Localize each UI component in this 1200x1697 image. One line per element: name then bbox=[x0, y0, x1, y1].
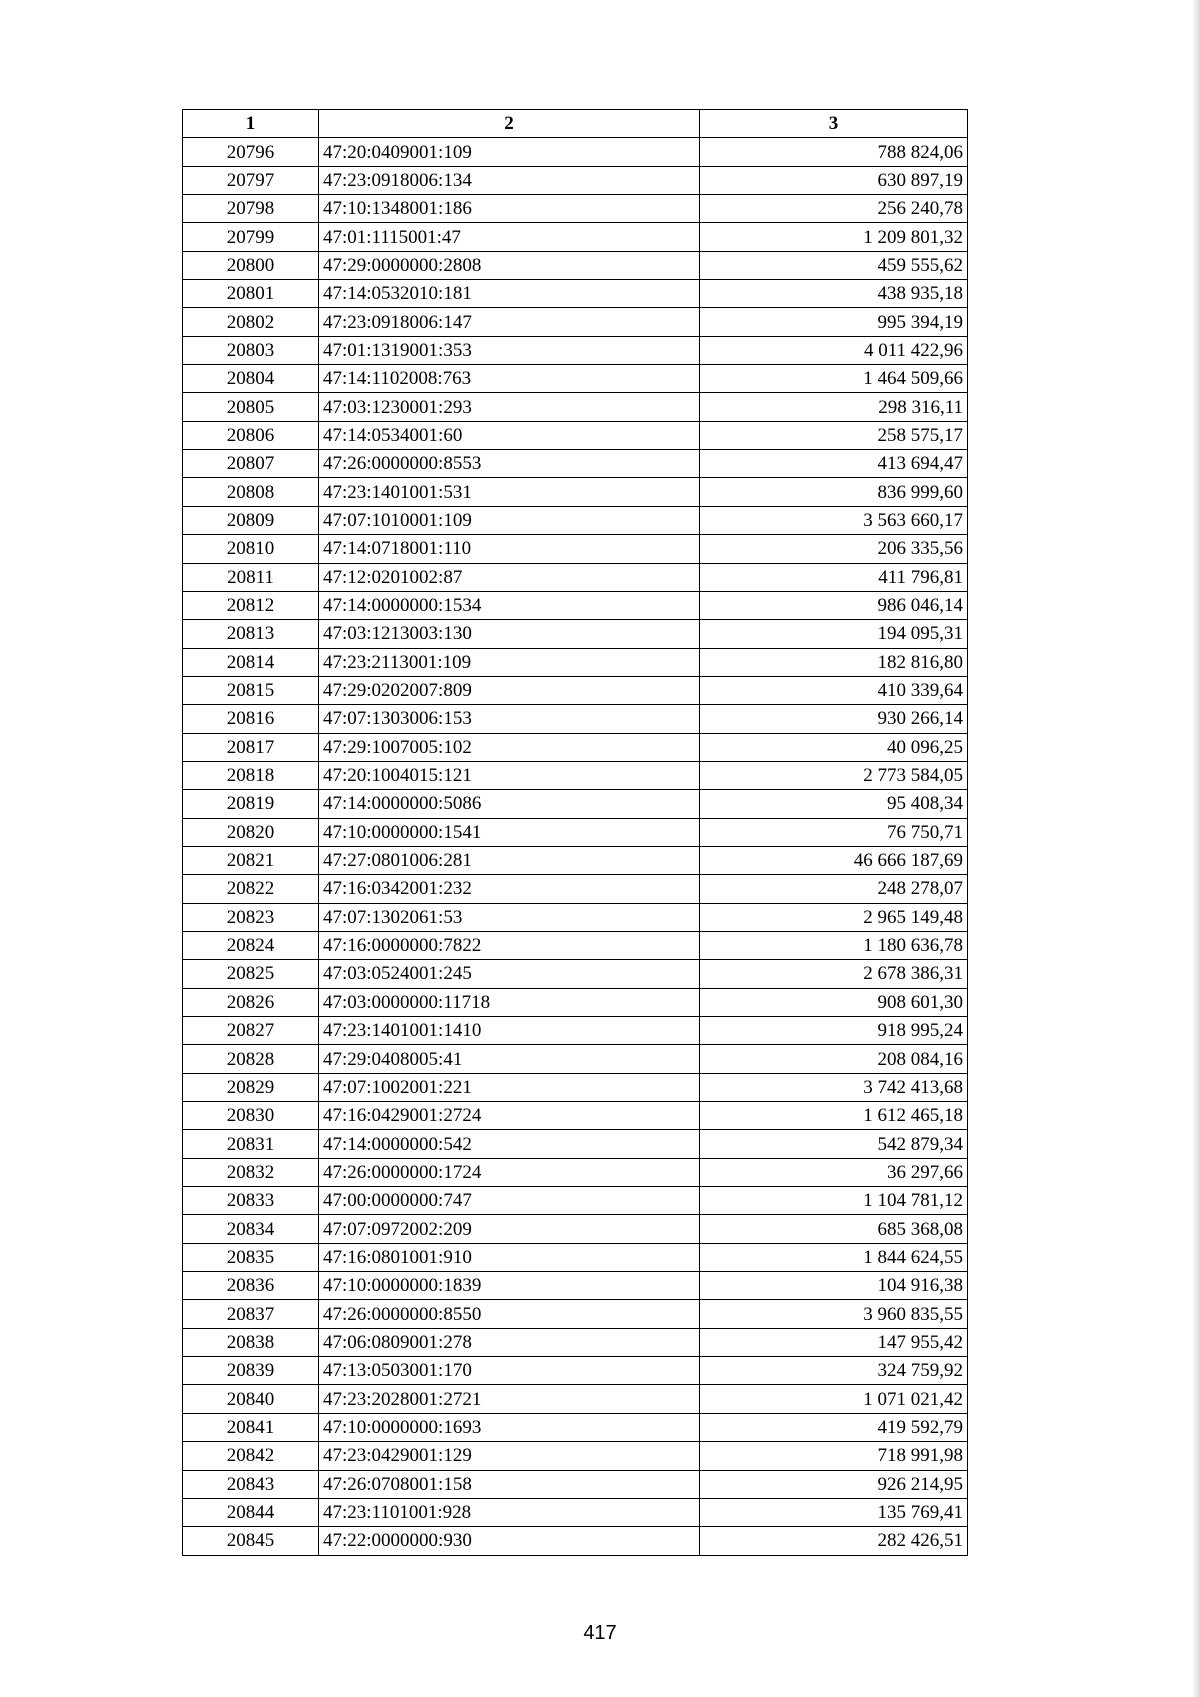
table-row bbox=[183, 450, 968, 478]
column-header-3: 3 bbox=[700, 110, 968, 138]
value-cell: 918 995,24 bbox=[700, 1017, 968, 1045]
table-row bbox=[183, 1187, 968, 1215]
value-cell: 788 824,06 bbox=[700, 138, 968, 166]
value-cell: 2 965 149,48 bbox=[700, 903, 968, 931]
cadastral-number: 47:26:0000000:8553 bbox=[319, 450, 700, 478]
cadastral-number: 47:03:1213003:130 bbox=[319, 620, 700, 648]
value-cell: 182 816,80 bbox=[700, 648, 968, 676]
cadastral-number: 47:14:1102008:763 bbox=[319, 365, 700, 393]
value-cell: 2 678 386,31 bbox=[700, 960, 968, 988]
table-header bbox=[183, 110, 968, 138]
table-row bbox=[183, 421, 968, 449]
row-number: 20836 bbox=[183, 1272, 319, 1300]
table-row bbox=[183, 875, 968, 903]
value-cell: 1 104 781,12 bbox=[700, 1187, 968, 1215]
cadastral-number: 47:14:0532010:181 bbox=[319, 280, 700, 308]
cadastral-number: 47:23:0918006:147 bbox=[319, 308, 700, 336]
value-cell: 4 011 422,96 bbox=[700, 336, 968, 364]
cadastral-number: 47:10:1348001:186 bbox=[319, 195, 700, 223]
cadastral-number: 47:22:0000000:930 bbox=[319, 1527, 700, 1555]
row-number: 20796 bbox=[183, 138, 319, 166]
cadastral-number: 47:27:0801006:281 bbox=[319, 846, 700, 874]
row-number: 20819 bbox=[183, 790, 319, 818]
row-number: 20830 bbox=[183, 1102, 319, 1130]
cadastral-number: 47:16:0429001:2724 bbox=[319, 1102, 700, 1130]
row-number: 20827 bbox=[183, 1017, 319, 1045]
row-number: 20844 bbox=[183, 1498, 319, 1526]
table-row bbox=[183, 1413, 968, 1441]
cadastral-number: 47:23:2028001:2721 bbox=[319, 1385, 700, 1413]
row-number: 20835 bbox=[183, 1243, 319, 1271]
table-row bbox=[183, 1102, 968, 1130]
row-number: 20840 bbox=[183, 1385, 319, 1413]
cadastral-number: 47:23:2113001:109 bbox=[319, 648, 700, 676]
row-number: 20809 bbox=[183, 506, 319, 534]
row-number: 20811 bbox=[183, 563, 319, 591]
row-number: 20842 bbox=[183, 1442, 319, 1470]
value-cell: 208 084,16 bbox=[700, 1045, 968, 1073]
row-number: 20801 bbox=[183, 280, 319, 308]
row-number: 20804 bbox=[183, 365, 319, 393]
value-cell: 248 278,07 bbox=[700, 875, 968, 903]
table-row bbox=[183, 620, 968, 648]
row-number: 20845 bbox=[183, 1527, 319, 1555]
data-table bbox=[182, 109, 968, 1556]
value-cell: 3 742 413,68 bbox=[700, 1073, 968, 1101]
table-row bbox=[183, 676, 968, 704]
cadastral-number: 47:29:0408005:41 bbox=[319, 1045, 700, 1073]
row-number: 20817 bbox=[183, 733, 319, 761]
cadastral-number: 47:16:0801001:910 bbox=[319, 1243, 700, 1271]
value-cell: 282 426,51 bbox=[700, 1527, 968, 1555]
value-cell: 258 575,17 bbox=[700, 421, 968, 449]
cadastral-number: 47:00:0000000:747 bbox=[319, 1187, 700, 1215]
row-number: 20807 bbox=[183, 450, 319, 478]
row-number: 20825 bbox=[183, 960, 319, 988]
row-number: 20800 bbox=[183, 251, 319, 279]
table-row bbox=[183, 506, 968, 534]
cadastral-number: 47:29:0000000:2808 bbox=[319, 251, 700, 279]
value-cell: 630 897,19 bbox=[700, 166, 968, 194]
table-row bbox=[183, 1045, 968, 1073]
table-body bbox=[183, 138, 968, 1555]
row-number: 20814 bbox=[183, 648, 319, 676]
table-row bbox=[183, 1243, 968, 1271]
table-row bbox=[183, 138, 968, 166]
cadastral-number: 47:26:0000000:1724 bbox=[319, 1158, 700, 1186]
table-row bbox=[183, 790, 968, 818]
row-number: 20838 bbox=[183, 1328, 319, 1356]
table-row bbox=[183, 705, 968, 733]
value-cell: 1 612 465,18 bbox=[700, 1102, 968, 1130]
table-row bbox=[183, 733, 968, 761]
value-cell: 908 601,30 bbox=[700, 988, 968, 1016]
cadastral-number: 47:23:1401001:531 bbox=[319, 478, 700, 506]
table-row bbox=[183, 903, 968, 931]
row-number: 20812 bbox=[183, 591, 319, 619]
row-number: 20821 bbox=[183, 846, 319, 874]
table-row bbox=[183, 1385, 968, 1413]
cadastral-number: 47:23:1101001:928 bbox=[319, 1498, 700, 1526]
row-number: 20828 bbox=[183, 1045, 319, 1073]
value-cell: 3 960 835,55 bbox=[700, 1300, 968, 1328]
table-row bbox=[183, 1357, 968, 1385]
row-number: 20823 bbox=[183, 903, 319, 931]
column-header-1: 1 bbox=[183, 110, 319, 138]
cadastral-number: 47:03:1230001:293 bbox=[319, 393, 700, 421]
table-row bbox=[183, 931, 968, 959]
cadastral-number: 47:23:0918006:134 bbox=[319, 166, 700, 194]
value-cell: 324 759,92 bbox=[700, 1357, 968, 1385]
value-cell: 836 999,60 bbox=[700, 478, 968, 506]
cadastral-number: 47:12:0201002:87 bbox=[319, 563, 700, 591]
cadastral-number: 47:07:1010001:109 bbox=[319, 506, 700, 534]
cadastral-number: 47:07:1302061:53 bbox=[319, 903, 700, 931]
row-number: 20802 bbox=[183, 308, 319, 336]
value-cell: 986 046,14 bbox=[700, 591, 968, 619]
row-number: 20803 bbox=[183, 336, 319, 364]
cadastral-number: 47:23:0429001:129 bbox=[319, 1442, 700, 1470]
table-row bbox=[183, 393, 968, 421]
row-number: 20815 bbox=[183, 676, 319, 704]
cadastral-number: 47:14:0718001:110 bbox=[319, 535, 700, 563]
table-row bbox=[183, 280, 968, 308]
row-number: 20841 bbox=[183, 1413, 319, 1441]
value-cell: 419 592,79 bbox=[700, 1413, 968, 1441]
table-row bbox=[183, 365, 968, 393]
row-number: 20833 bbox=[183, 1187, 319, 1215]
cadastral-number: 47:07:1002001:221 bbox=[319, 1073, 700, 1101]
table-row bbox=[183, 251, 968, 279]
value-cell: 411 796,81 bbox=[700, 563, 968, 591]
value-cell: 438 935,18 bbox=[700, 280, 968, 308]
row-number: 20816 bbox=[183, 705, 319, 733]
row-number: 20799 bbox=[183, 223, 319, 251]
value-cell: 104 916,38 bbox=[700, 1272, 968, 1300]
table-row bbox=[183, 1215, 968, 1243]
table-row bbox=[183, 223, 968, 251]
table-row bbox=[183, 960, 968, 988]
cadastral-number: 47:03:0000000:11718 bbox=[319, 988, 700, 1016]
cadastral-number: 47:29:1007005:102 bbox=[319, 733, 700, 761]
table-row bbox=[183, 648, 968, 676]
row-number: 20798 bbox=[183, 195, 319, 223]
cadastral-number: 47:10:0000000:1839 bbox=[319, 1272, 700, 1300]
cadastral-number: 47:29:0202007:809 bbox=[319, 676, 700, 704]
table-row bbox=[183, 1442, 968, 1470]
table-row bbox=[183, 1300, 968, 1328]
row-number: 20839 bbox=[183, 1357, 319, 1385]
cadastral-number: 47:26:0000000:8550 bbox=[319, 1300, 700, 1328]
table-row bbox=[183, 761, 968, 789]
table-row bbox=[183, 308, 968, 336]
row-number: 20806 bbox=[183, 421, 319, 449]
table-row bbox=[183, 1527, 968, 1555]
header-row bbox=[183, 110, 968, 138]
table-row bbox=[183, 988, 968, 1016]
cadastral-number: 47:10:0000000:1541 bbox=[319, 818, 700, 846]
row-number: 20826 bbox=[183, 988, 319, 1016]
value-cell: 685 368,08 bbox=[700, 1215, 968, 1243]
table-row bbox=[183, 1470, 968, 1498]
table-row bbox=[183, 336, 968, 364]
table-row bbox=[183, 1158, 968, 1186]
row-number: 20824 bbox=[183, 931, 319, 959]
cadastral-number: 47:14:0000000:1534 bbox=[319, 591, 700, 619]
row-number: 20808 bbox=[183, 478, 319, 506]
table-row bbox=[183, 591, 968, 619]
cadastral-number: 47:13:0503001:170 bbox=[319, 1357, 700, 1385]
value-cell: 926 214,95 bbox=[700, 1470, 968, 1498]
cadastral-number: 47:14:0000000:542 bbox=[319, 1130, 700, 1158]
value-cell: 76 750,71 bbox=[700, 818, 968, 846]
value-cell: 256 240,78 bbox=[700, 195, 968, 223]
cadastral-number: 47:03:0524001:245 bbox=[319, 960, 700, 988]
value-cell: 95 408,34 bbox=[700, 790, 968, 818]
value-cell: 995 394,19 bbox=[700, 308, 968, 336]
cadastral-number: 47:23:1401001:1410 bbox=[319, 1017, 700, 1045]
value-cell: 1 071 021,42 bbox=[700, 1385, 968, 1413]
row-number: 20834 bbox=[183, 1215, 319, 1243]
value-cell: 718 991,98 bbox=[700, 1442, 968, 1470]
table-row bbox=[183, 846, 968, 874]
cadastral-number: 47:16:0342001:232 bbox=[319, 875, 700, 903]
value-cell: 1 180 636,78 bbox=[700, 931, 968, 959]
value-cell: 542 879,34 bbox=[700, 1130, 968, 1158]
row-number: 20820 bbox=[183, 818, 319, 846]
row-number: 20822 bbox=[183, 875, 319, 903]
cadastral-number: 47:01:1319001:353 bbox=[319, 336, 700, 364]
value-cell: 1 464 509,66 bbox=[700, 365, 968, 393]
row-number: 20837 bbox=[183, 1300, 319, 1328]
row-number: 20831 bbox=[183, 1130, 319, 1158]
table-row bbox=[183, 1272, 968, 1300]
cadastral-number: 47:10:0000000:1693 bbox=[319, 1413, 700, 1441]
cadastral-number: 47:20:1004015:121 bbox=[319, 761, 700, 789]
row-number: 20797 bbox=[183, 166, 319, 194]
value-cell: 1 844 624,55 bbox=[700, 1243, 968, 1271]
table-row bbox=[183, 1017, 968, 1045]
table-row bbox=[183, 478, 968, 506]
row-number: 20810 bbox=[183, 535, 319, 563]
value-cell: 410 339,64 bbox=[700, 676, 968, 704]
table-row bbox=[183, 1130, 968, 1158]
value-cell: 46 666 187,69 bbox=[700, 846, 968, 874]
page-edge-shadow bbox=[1192, 0, 1200, 1697]
cadastral-number: 47:20:0409001:109 bbox=[319, 138, 700, 166]
row-number: 20813 bbox=[183, 620, 319, 648]
cadastral-number: 47:07:0972002:209 bbox=[319, 1215, 700, 1243]
value-cell: 40 096,25 bbox=[700, 733, 968, 761]
value-cell: 194 095,31 bbox=[700, 620, 968, 648]
table-row bbox=[183, 1498, 968, 1526]
value-cell: 206 335,56 bbox=[700, 535, 968, 563]
table-row bbox=[183, 535, 968, 563]
value-cell: 36 297,66 bbox=[700, 1158, 968, 1186]
cadastral-number: 47:14:0000000:5086 bbox=[319, 790, 700, 818]
page-number: 417 bbox=[583, 1622, 617, 1644]
cadastral-number: 47:26:0708001:158 bbox=[319, 1470, 700, 1498]
value-cell: 930 266,14 bbox=[700, 705, 968, 733]
value-cell: 147 955,42 bbox=[700, 1328, 968, 1356]
table-row bbox=[183, 1328, 968, 1356]
value-cell: 298 316,11 bbox=[700, 393, 968, 421]
row-number: 20805 bbox=[183, 393, 319, 421]
table-row bbox=[183, 1073, 968, 1101]
cadastral-number: 47:07:1303006:153 bbox=[319, 705, 700, 733]
row-number: 20818 bbox=[183, 761, 319, 789]
table-row bbox=[183, 818, 968, 846]
value-cell: 2 773 584,05 bbox=[700, 761, 968, 789]
table-row bbox=[183, 195, 968, 223]
value-cell: 1 209 801,32 bbox=[700, 223, 968, 251]
cadastral-number: 47:14:0534001:60 bbox=[319, 421, 700, 449]
row-number: 20829 bbox=[183, 1073, 319, 1101]
table-row bbox=[183, 166, 968, 194]
column-header-2: 2 bbox=[319, 110, 700, 138]
cadastral-number: 47:01:1115001:47 bbox=[319, 223, 700, 251]
value-cell: 135 769,41 bbox=[700, 1498, 968, 1526]
cadastral-number: 47:16:0000000:7822 bbox=[319, 931, 700, 959]
table-row bbox=[183, 563, 968, 591]
row-number: 20843 bbox=[183, 1470, 319, 1498]
row-number: 20832 bbox=[183, 1158, 319, 1186]
value-cell: 459 555,62 bbox=[700, 251, 968, 279]
cadastral-number: 47:06:0809001:278 bbox=[319, 1328, 700, 1356]
value-cell: 413 694,47 bbox=[700, 450, 968, 478]
value-cell: 3 563 660,17 bbox=[700, 506, 968, 534]
